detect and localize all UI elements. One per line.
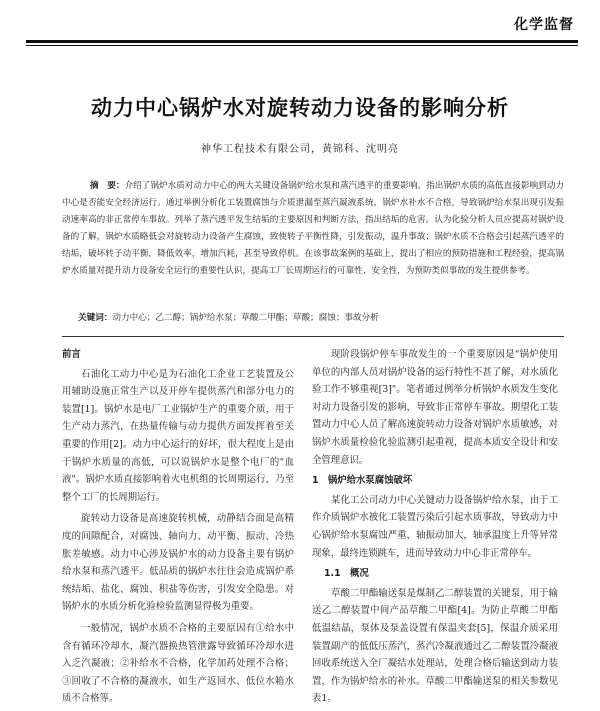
article-title: 动力中心锅炉水对旋转动力设备的影响分析 [91,96,509,120]
abstract-label: 摘 要： [90,181,125,191]
abstract-text: 介绍了锅炉水质对动力中心的两大关键设备锅炉给水泵和蒸汽透平的重要影响。指出锅炉水质的高低直接影响到动力中心是否能安全经济运行。通过举例分析化工装置腐蚀与介质泄漏至蒸汽凝液系统，锅炉水补水不合格，导致锅炉给水泵出现引发振动速率高的非正常停车事故。列举了蒸汽透平发生结垢的主要原因和判断方法，指出结垢的危害。认为化验分析人员应提高对锅炉设备的了解，锅炉水质略低会对旋转动力设备产生腐蚀，致使转子平衡性降，引发振动，温升事故；锅炉水质不合格会引起蒸汽透平的结垢，破坏转子动平衡，降低效率，增加汽耗，甚至导致停机。在该事故案例的基础上，提出了相应的预防措施和工程经验，提高锅炉水质量对提升动力设备安全运行的重要性认识，提高工厂长周期运行的可靠性、安全性，为预防类似事故的发生提供参考。 [62,181,564,276]
keywords-label: 关键词： [78,313,113,323]
section-tag: 化学监督 [514,17,574,33]
paragraph: 旋转动力设备是高速旋转机械，动静结合面是高精度的间隙配合，对腐蚀、轴向力、动平衡、振动、冷热胀差敏感。动力中心涉及锅炉水的动力设备主要有锅炉给水泵和蒸汽透平。低品质的锅炉水往往会造成锅炉系统结垢、盐化、腐蚀、积盐等伤害，引发安全隐患。对锅炉水的水质分析化验检验监测显得极为重要。 [62,513,294,613]
left-column [62,346,294,708]
paragraph: 现阶段锅炉停车事故发生的一个重要原因是"锅炉使用单位的内部人员对锅炉设备的运行特性不甚了解，对水质化验工作不够重视[3]"。笔者通过例举分析锅炉水质发生变化对动力设备引发的影响，导致非正常停车事故。期望化工装置动力中心人员了解高速旋转动力设备对锅炉水质敏感，对锅炉水质量检验化验监测引起重视，提高本质安全设计和安全管理意识。 [312,349,558,466]
paragraph: 石油化工动力中心是为石油化工企业工艺装置及公用辅助设施正常生产以及开停车提供蒸汽和部分电力的装置[1]。锅炉水是电厂工业锅炉生产的重要介质，用于生产动力蒸汽，在热量传输与动力提供方面发挥着至关重要的作用[2]。动力中心运行的好坏，很大程度上是由于锅炉水质量的高低，可以说锅炉水是整个电厂的"血液"。锅炉水质直接影响着火电机组的长周期运行，乃至整个工厂的长周期运行。 [62,368,294,503]
abstract [62,178,564,280]
header-rule [26,40,578,43]
article-authors: 神华工程技术有限公司，黄锦科、沈明亮 [201,144,399,155]
section-divider [62,336,564,337]
section-heading-1: 1 锅炉给水泵腐蚀破坏 [312,475,413,487]
right-column [312,346,558,708]
subsection-heading-1-1: 1.1 概况 [324,568,369,580]
paragraph: 某化工公司动力中心关键动力设备锅炉给水泵，由于工作介质锅炉水被化工装置污染后引起水质事故，导致动力中心锅炉给水泵腐蚀严重，轴振动加大，轴承温度上升等异常现象，最终连锁跳车，进而导致动力中心非正常停车。 [312,494,558,559]
paragraph: 草酸二甲酯输送泵是煤制乙二醇装置的关键泵，用于输送乙二醇装置中间产品草酸二甲酯[4]。为防止草酸二甲酯低温结晶，泵体及泵盖设置有保温夹套[5]，保温介质采用装置副产的低低压蒸汽，蒸汽冷凝液通过乙二醇装置冷凝液回收系统送入全厂凝结水处理站，处理合格后输送到动力装置，作为锅炉给水的补水。草酸二甲酯输送泵的相关参数见表1。 [312,587,558,705]
keywords [62,310,564,327]
header-rule-thin [26,45,578,46]
paragraph: 一般情况，锅炉水质不合格的主要原因有①给水中含有循环冷却水，凝汽器换热管泄露导致循环冷却水进入乏汽凝液；②补给水不合格，化学加药处理不合格；③回收了不合格的凝液水，如生产返回水、低位水箱水质不合格等。 [62,622,294,705]
section-heading-intro: 前言 [62,349,81,360]
keywords-text: 动力中心；乙二醇；锅炉给水泵；草酸二甲酯；草酸；腐蚀；事故分析 [112,313,379,323]
